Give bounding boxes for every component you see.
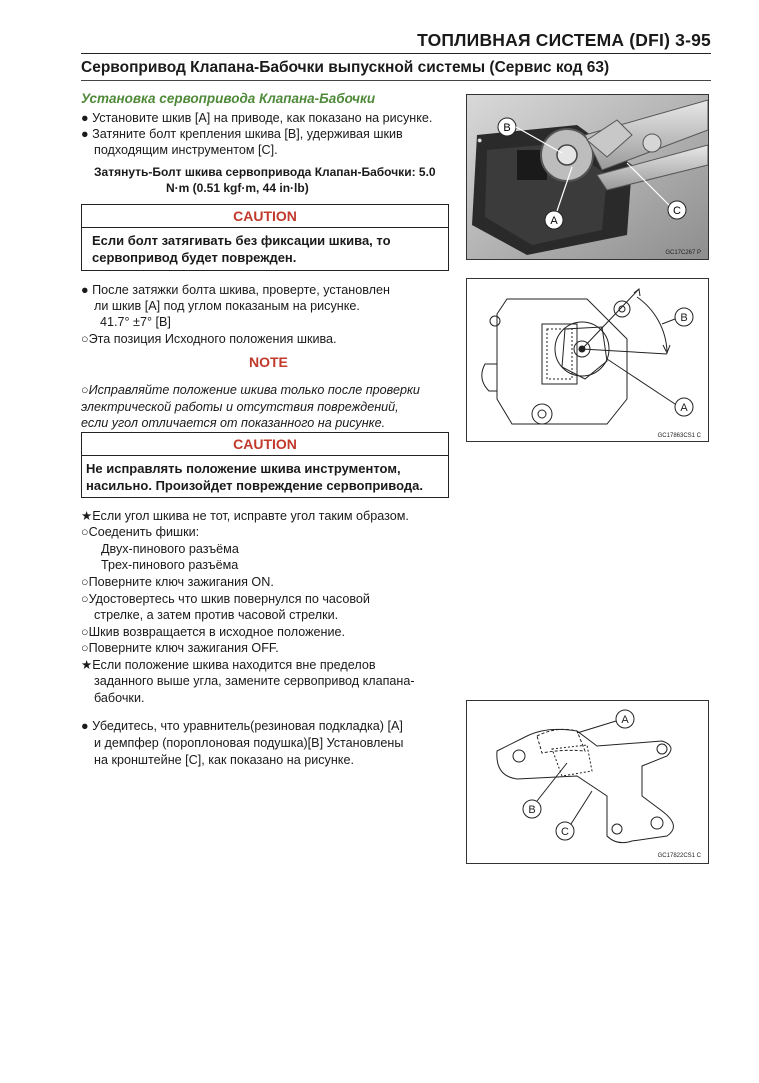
figure-code: GC17822CS1 C (657, 853, 701, 859)
install-line-1: ● Установите шкив [A] на приводе, как показано на рисунке. (81, 111, 433, 125)
caution-text-line: сервопривод будет поврежден. (92, 250, 297, 265)
damper-line-2: и демпфер (пороплоновая подушка)[B] Установлены (94, 736, 404, 750)
figure-code: GC17863CS1 C (657, 433, 701, 439)
caution-header: CAUTION (82, 433, 448, 456)
caution-text-line: Если болт затягивать без фиксации шкива, то (92, 233, 391, 248)
torque-line-1: Затянуть-Болт шкива сервопривода Клапан-Бабочки: 5.0 (94, 165, 436, 179)
install-line-3: подходящим инструментом [C]. (94, 143, 278, 157)
step-line: бабочки. (94, 691, 145, 705)
bracket-figure (466, 700, 709, 864)
check-line-2: ли шкив [A] под углом показаным на рисунке. (94, 299, 360, 313)
step-line: ○Поверните ключ зажигания OFF. (81, 641, 279, 655)
step-line: ○Шкив возвращается в исходное положение. (81, 625, 345, 639)
torque-line-2: N·m (0.51 kgf·m, 44 in·lb) (166, 181, 309, 195)
install-heading: Установка сервопривода Клапана-Бабочки (81, 91, 376, 106)
damper-line-3: на кронштейне [C], как показано на рисунке. (94, 753, 354, 767)
caution-header: CAUTION (82, 205, 448, 228)
label-a: A (680, 402, 688, 414)
header-rule (81, 53, 711, 54)
label-a: A (550, 215, 558, 227)
check-line-1: ● После затяжки болта шкива, проверте, установлен (81, 283, 390, 297)
label-c: C (561, 826, 569, 838)
step-line: Двух-пинового разъёма (101, 542, 239, 556)
install-line-2: ● Затяните болт крепления шкива [B], удерживая шкив (81, 127, 403, 141)
step-line: Трех-пинового разъёма (101, 558, 239, 572)
label-b: B (680, 312, 688, 324)
note-line-3: если угол отличается от показанного на рисунке. (81, 416, 386, 430)
step-line: ○Удостовертесь что шкив повернулся по часовой (81, 592, 370, 606)
label-b: B (503, 122, 511, 134)
photo-figure (466, 94, 709, 260)
step-line: ○Соеденить фишки: (81, 525, 200, 539)
check-line-4: ○Эта позиция Исходного положения шкива. (81, 332, 337, 346)
caution-text-line: насильно. Произойдет повреждение сервопривода. (86, 478, 423, 493)
label-b: B (528, 804, 536, 816)
section-rule (81, 80, 711, 81)
step-line: ★Если угол шкива не тот, исправте угол таким образом. (81, 509, 409, 523)
caution-text-line: Не исправлять положение шкива инструментом, (86, 461, 401, 476)
step-line: ○Поверните ключ зажигания ON. (81, 575, 274, 589)
note-line-2: электрической работы и отсутствия повреждений, (81, 400, 399, 414)
svg-text:●: ● (477, 135, 483, 145)
damper-line-1: ● Убедитесь, что уравнитель(резиновая подкладка) [A] (81, 719, 403, 733)
pulley-angle-diagram (466, 278, 709, 442)
section-title: Сервопривод Клапана-Бабочки выпускной системы (Сервис код 63) (81, 59, 610, 76)
check-angle: 41.7° ±7° [B] (100, 315, 171, 329)
figure-code: GC17C267 P (665, 250, 701, 256)
note-line-1: ○Исправляйте положение шкива только после проверки (81, 383, 420, 397)
label-a: A (621, 714, 629, 726)
caution-box-2 (81, 432, 449, 498)
label-c: C (673, 205, 681, 217)
page-header: ТОПЛИВНАЯ СИСТЕМА (DFI) 3-95 (417, 30, 711, 50)
step-line: заданного выше угла, замените сервопривод клапана- (94, 674, 415, 688)
caution-box-1 (81, 204, 449, 271)
note-header: NOTE (249, 354, 288, 370)
step-line: ★Если положение шкива находится вне пределов (81, 658, 376, 672)
step-line: стрелке, а затем против часовой стрелки. (94, 608, 339, 622)
